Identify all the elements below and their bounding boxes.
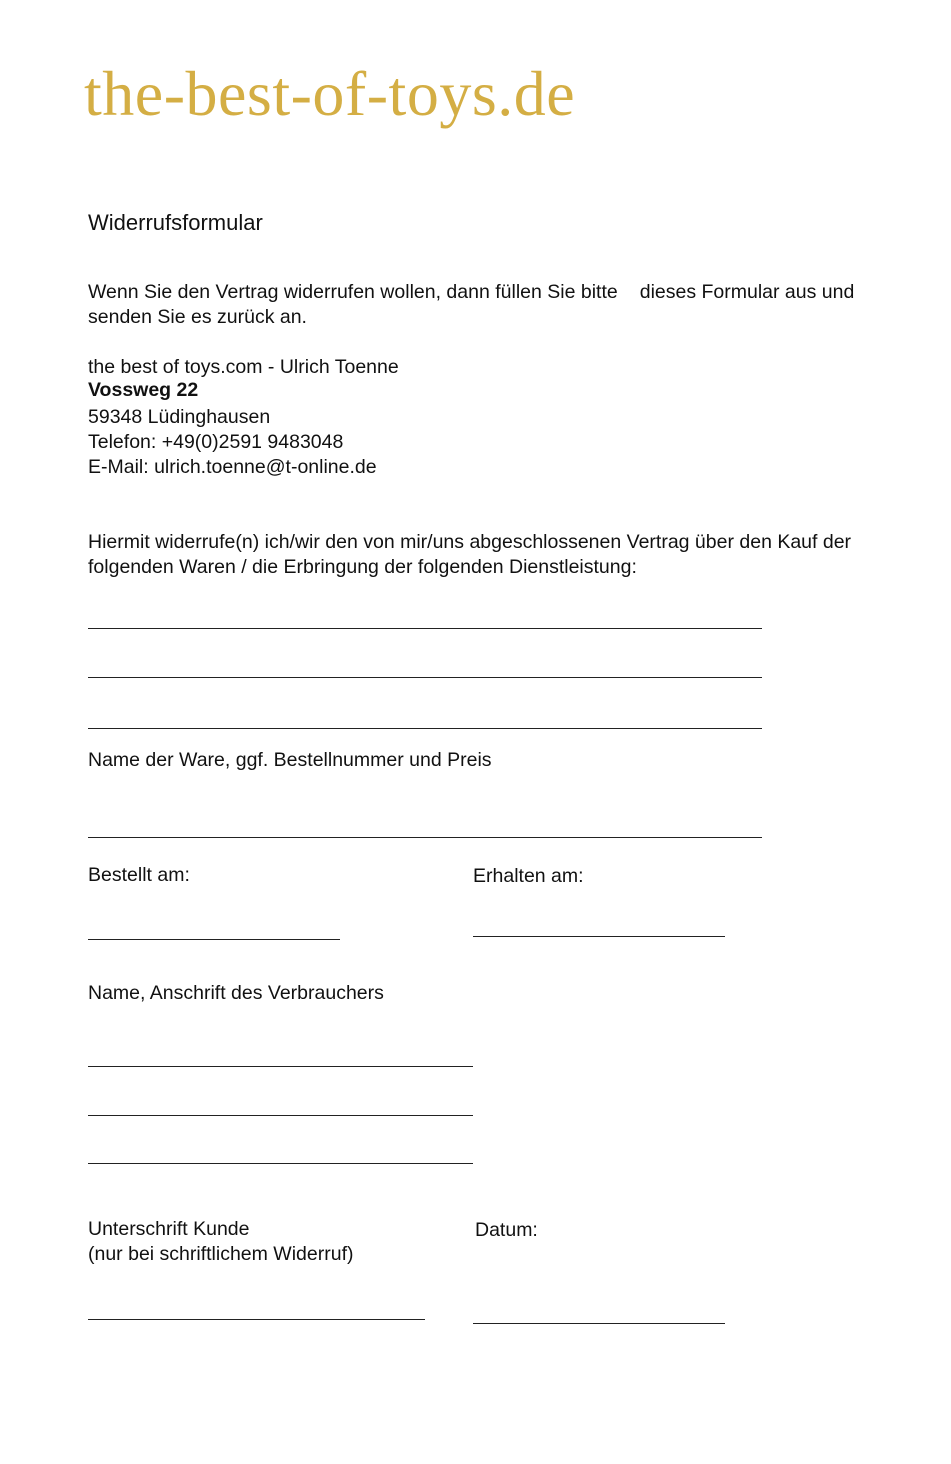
signature-fill-line[interactable]	[88, 1319, 425, 1320]
goods-details-fill-line[interactable]	[88, 837, 762, 838]
address-street: Vossweg 22	[88, 379, 199, 401]
goods-fill-line[interactable]	[88, 677, 762, 678]
address-email: E-Mail: ulrich.toenne@t-online.de	[88, 456, 377, 478]
revocation-text-line-2: folgenden Waren / die Erbringung der folgenden Dienstleistung:	[88, 556, 637, 578]
goods-fill-line[interactable]	[88, 728, 762, 729]
goods-fill-line[interactable]	[88, 628, 762, 629]
revocation-text-line-1: Hiermit widerrufe(n) ich/wir den von mir/uns abgeschlossenen Vertrag über den Kauf der	[88, 531, 852, 553]
ordered-date-fill-line[interactable]	[88, 939, 340, 940]
address-city: 59348 Lüdinghausen	[88, 406, 271, 428]
consumer-fill-line[interactable]	[88, 1115, 473, 1116]
received-date-label: Erhalten am:	[473, 865, 584, 887]
consumer-fill-line[interactable]	[88, 1066, 473, 1067]
address-company: the best of toys.com - Ulrich Toenne	[88, 356, 399, 378]
signature-label-line-1: Unterschrift Kunde	[88, 1218, 250, 1240]
consumer-label: Name, Anschrift des Verbrauchers	[88, 982, 384, 1004]
intro-text-line-1	[88, 280, 854, 305]
received-date-fill-line[interactable]	[473, 936, 725, 937]
intro-text-line-1a: Wenn Sie den Vertrag widerrufen wollen, dann füllen Sie bitte	[88, 281, 618, 303]
date-label: Datum:	[475, 1219, 538, 1241]
ordered-date-label: Bestellt am:	[88, 864, 190, 886]
goods-label: Name der Ware, ggf. Bestellnummer und Preis	[88, 749, 492, 771]
date-fill-line[interactable]	[473, 1323, 725, 1324]
signature-label-line-2: (nur bei schriftlichem Widerruf)	[88, 1243, 354, 1265]
site-logo: the-best-of-toys.de	[84, 58, 576, 129]
intro-text-line-2: senden Sie es zurück an.	[88, 306, 307, 328]
form-title: Widerrufsformular	[88, 210, 263, 235]
consumer-fill-line[interactable]	[88, 1163, 473, 1164]
address-phone: Telefon: +49(0)2591 9483048	[88, 431, 344, 453]
intro-text-line-1b: dieses Formular aus und	[639, 281, 855, 303]
